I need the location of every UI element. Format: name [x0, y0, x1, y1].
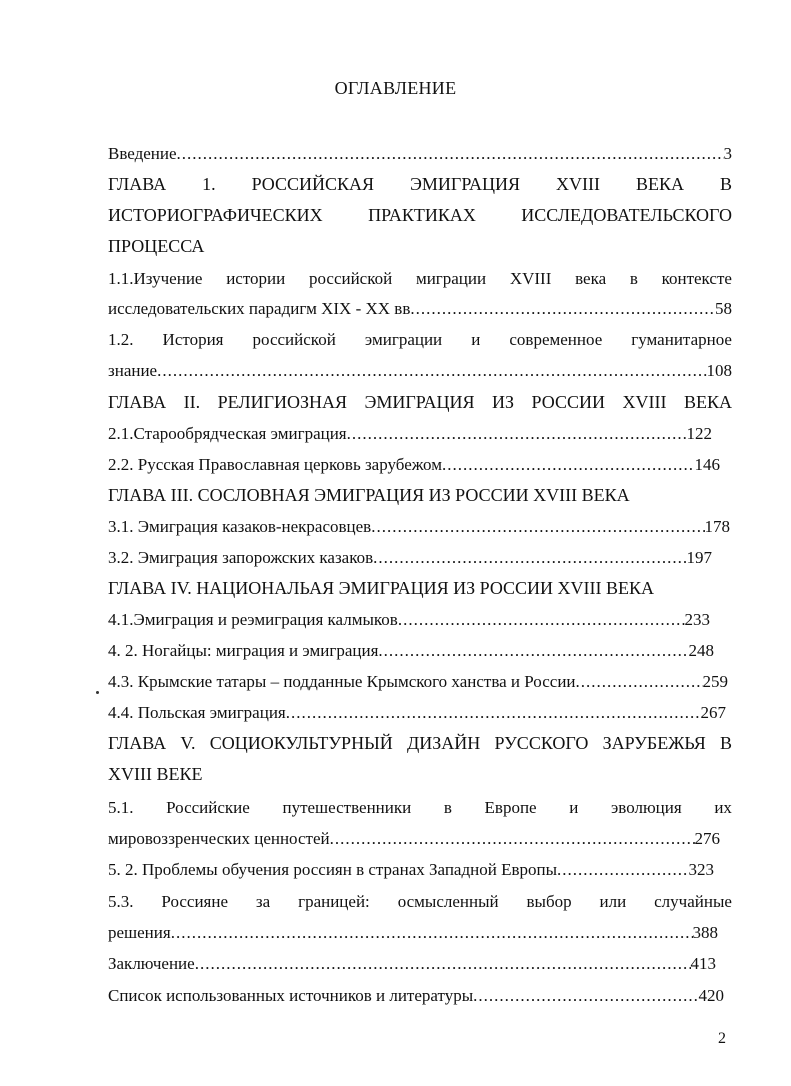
entry-label: Введение	[108, 144, 177, 163]
dot-leader	[177, 138, 724, 169]
heading-word: ЗАРУБЕЖЬЯ	[602, 733, 706, 753]
entry-label: 2.1.Старообрядческая эмиграция	[108, 424, 347, 443]
heading-word: ИЗ	[492, 392, 515, 412]
dot-leader	[371, 511, 704, 542]
entry-word: современное	[509, 330, 603, 349]
dot-leader	[410, 293, 715, 324]
entry-page: 259	[702, 672, 728, 691]
page-title: ОГЛАВЛЕНИЕ	[334, 78, 457, 98]
entry-page: 233	[684, 610, 710, 629]
entry-word: миграции	[415, 269, 487, 288]
dot-leader	[442, 449, 695, 480]
toc-entry-1-1-line-1[interactable]	[108, 263, 732, 294]
heading-word: СОЦИОКУЛЬТУРНЫЙ	[209, 733, 393, 753]
entry-word: в	[443, 798, 452, 817]
dot-leader	[157, 355, 706, 386]
heading-word: ПРАКТИКАХ	[368, 205, 476, 225]
entry-word: случайные	[654, 892, 732, 911]
entry-label: знание	[108, 361, 158, 380]
heading-word: II.	[183, 392, 201, 412]
heading-word: ДИЗАЙН	[406, 733, 481, 753]
toc-entry-3-2[interactable]	[108, 542, 712, 573]
toc-entry-sources[interactable]	[108, 980, 724, 1011]
entry-word: путешественники	[282, 798, 412, 817]
toc-entry-5-3-line-2[interactable]	[108, 917, 718, 948]
entry-word: эволюция	[610, 798, 682, 817]
toc-entry-4-4[interactable]	[108, 697, 726, 728]
toc-chapter-3-heading[interactable]: ГЛАВА III. СОСЛОВНАЯ ЭМИГРАЦИЯ ИЗ РОССИИ XVIII ВЕКА	[108, 485, 630, 505]
toc-entry-1-1-line-2[interactable]	[108, 293, 732, 324]
dot-leader	[330, 823, 695, 854]
toc-chapter-1-heading-line-1[interactable]	[108, 169, 732, 200]
entry-word: российской	[252, 330, 336, 349]
heading-word: ЭМИГРАЦИЯ	[410, 174, 521, 194]
entry-page: 3	[723, 144, 732, 163]
heading-word: РОССИИ	[531, 392, 605, 412]
heading-word: РОССИЙСКАЯ	[251, 174, 375, 194]
heading-word: XVIII	[556, 174, 600, 194]
heading-word: 1.	[202, 174, 216, 194]
toc-entry-2-1[interactable]	[108, 418, 712, 449]
heading-word: ВЕКА	[635, 174, 684, 194]
entry-label: 4.1.Эмиграция и реэмиграция калмыков	[108, 610, 398, 629]
entry-label: 4.4. Польская эмиграция	[108, 703, 286, 722]
entry-word: 1.2.	[108, 330, 134, 349]
entry-word: эмиграции	[364, 330, 443, 349]
toc-entry-2-2[interactable]	[108, 449, 720, 480]
entry-page: 197	[686, 548, 712, 567]
entry-word: осмысленный	[397, 892, 499, 911]
heading-word: ВЕКА	[683, 392, 732, 412]
toc-chapter-2-heading[interactable]	[108, 387, 732, 418]
entry-word: истории	[226, 269, 286, 288]
toc-chapter-4-heading[interactable]: ГЛАВА IV. НАЦИОНАЛЬАЯ ЭМИГРАЦИЯ ИЗ РОССИИ XVIII ВЕКА	[108, 578, 655, 598]
entry-label: Список использованных источников и литературы	[108, 986, 474, 1005]
toc-entry-5-1-line-1[interactable]	[108, 792, 732, 823]
dot-leader	[576, 666, 703, 697]
heading-word: ПРОЦЕССА	[108, 236, 205, 256]
entry-word: контексте	[661, 269, 732, 288]
heading-word: ИССЛЕДОВАТЕЛЬСКОГО	[521, 205, 732, 225]
entry-label: мировоззренческих ценностей	[108, 829, 330, 848]
dot-leader	[286, 697, 701, 728]
entry-word: в	[629, 269, 638, 288]
entry-word: их	[714, 798, 732, 817]
toc-chapter-5-heading-line-2[interactable]	[108, 759, 732, 790]
entry-word: 1.1.Изучение	[108, 269, 203, 288]
entry-word: Европе	[484, 798, 537, 817]
toc-chapter-5-heading-line-1[interactable]	[108, 728, 732, 759]
heading-word: XVIII ВЕКЕ	[108, 764, 203, 784]
toc-entry-4-1[interactable]	[108, 604, 710, 635]
entry-word: гуманитарное	[631, 330, 732, 349]
heading-word: ГЛАВА	[108, 733, 167, 753]
entry-label: 3.1. Эмиграция казаков-некрасовцев	[108, 517, 372, 536]
heading-word: V.	[180, 733, 196, 753]
entry-label: решения	[108, 923, 171, 942]
heading-word: РУССКОГО	[494, 733, 589, 753]
entry-word: 5.3.	[108, 892, 134, 911]
dot-leader	[347, 418, 687, 449]
dot-leader	[195, 948, 691, 979]
entry-label: 2.2. Русская Православная церковь зарубежом	[108, 455, 442, 474]
heading-word: РЕЛИГИОЗНАЯ	[217, 392, 348, 412]
heading-word: В	[719, 733, 732, 753]
entry-page: 146	[694, 455, 720, 474]
dot-leader	[557, 854, 688, 885]
entry-word: и	[569, 798, 579, 817]
toc-entry-conclusion[interactable]	[108, 948, 716, 979]
toc-entry-1-2-line-2[interactable]	[108, 355, 732, 386]
dot-leader	[398, 604, 685, 635]
entry-page: 122	[686, 424, 712, 443]
entry-word: или	[599, 892, 627, 911]
entry-label: исследовательских парадигм XIX - XX вв	[108, 299, 411, 318]
toc-entry-introduction[interactable]	[108, 138, 732, 169]
entry-word: Российские	[166, 798, 250, 817]
heading-word: В	[719, 174, 732, 194]
entry-page: 267	[700, 703, 726, 722]
dot-leader	[373, 542, 686, 573]
heading-word: ГЛАВА	[108, 392, 167, 412]
entry-label: 4. 2. Ногайцы: миграция и эмиграция	[108, 641, 379, 660]
entry-label: 5. 2. Проблемы обучения россиян в странах Западной Европы	[108, 860, 558, 879]
heading-word: ИСТОРИОГРАФИЧЕСКИХ	[108, 205, 323, 225]
entry-word: российской	[308, 269, 393, 288]
entry-word: выбор	[526, 892, 572, 911]
entry-page: 178	[704, 517, 730, 536]
toc-entry-5-3-line-1[interactable]	[108, 886, 732, 917]
toc-chapter-1-heading-line-3[interactable]	[108, 231, 732, 262]
entry-page: 413	[690, 954, 716, 973]
entry-page: 248	[688, 641, 714, 660]
page-number: 2	[718, 1030, 726, 1047]
entry-page: 388	[692, 923, 718, 942]
entry-word: XVIII	[509, 269, 552, 288]
entry-word: границей:	[298, 892, 370, 911]
entry-page: 276	[694, 829, 720, 848]
toc-entry-5-1-line-2[interactable]	[108, 823, 720, 854]
scan-speck	[96, 691, 99, 694]
entry-page: 108	[706, 361, 732, 380]
toc-entry-4-2[interactable]	[108, 635, 714, 666]
heading-word: ГЛАВА	[108, 174, 167, 194]
toc-entry-4-3[interactable]	[108, 666, 728, 697]
dot-leader	[378, 635, 688, 666]
toc-entry-1-2-line-1[interactable]	[108, 324, 732, 355]
toc-entry-3-1[interactable]	[108, 511, 730, 542]
entry-label: 4.3. Крымские татары – подданные Крымского ханства и России	[108, 672, 576, 691]
toc-entry-5-2[interactable]	[108, 854, 714, 885]
entry-word: века	[575, 269, 607, 288]
heading-word: ЭМИГРАЦИЯ	[364, 392, 475, 412]
entry-word: за	[255, 892, 271, 911]
dot-leader	[171, 917, 693, 948]
entry-label: Заключение	[108, 954, 195, 973]
entry-page: 323	[688, 860, 714, 879]
entry-page: 420	[698, 986, 724, 1005]
entry-word: 5.1.	[108, 798, 134, 817]
entry-label: 3.2. Эмиграция запорожских казаков	[108, 548, 374, 567]
entry-page: 58	[715, 299, 732, 318]
entry-word: Россияне	[161, 892, 229, 911]
entry-word: История	[162, 330, 224, 349]
toc-chapter-1-heading-line-2[interactable]	[108, 200, 732, 231]
heading-word: XVIII	[622, 392, 667, 412]
dot-leader	[473, 980, 698, 1011]
entry-word: и	[471, 330, 481, 349]
